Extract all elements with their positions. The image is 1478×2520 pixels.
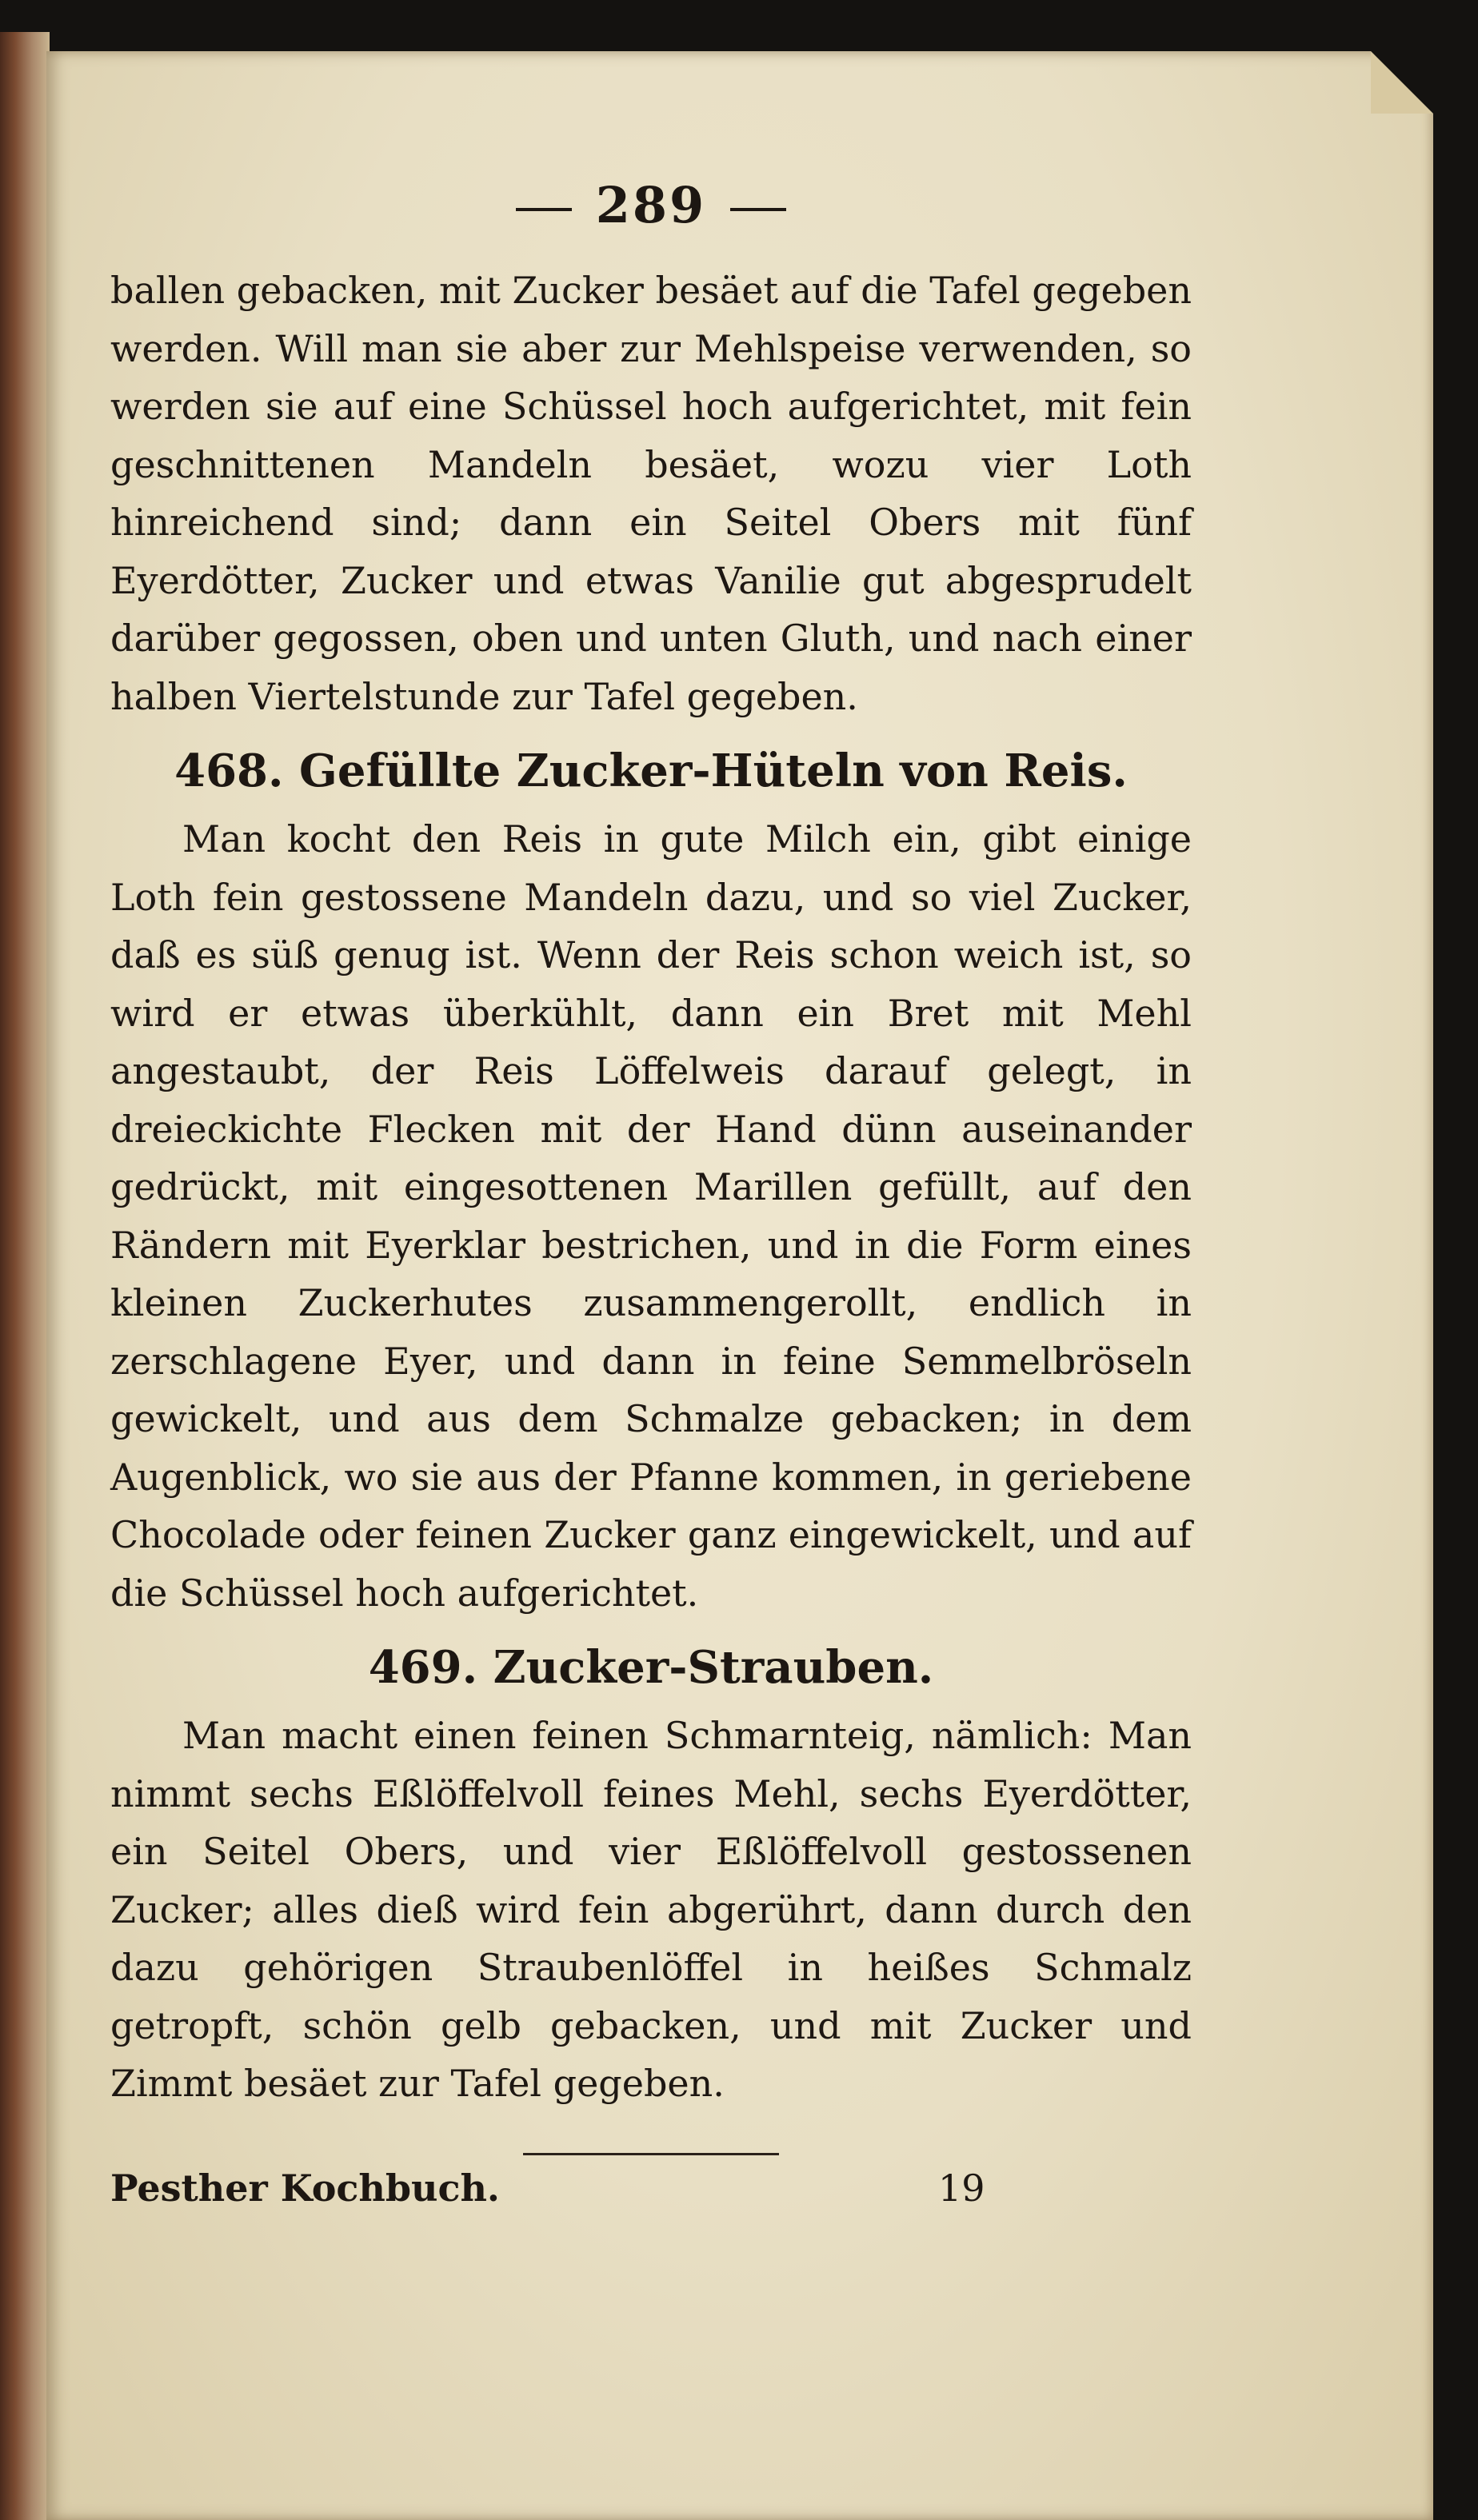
footer-rule [523,2153,779,2155]
recipe-469-text: Man macht einen feinen Schmarnteig, nämlich: Man nimmt sechs Eßlöffelvoll feines Mehl, sechs Eyerdötter, ein Seitel Obers, und vier Eßlöffelvoll gestossenen Zucker; alles dieß wird fein abgerührt, dann durch den dazu gehörigen Straubenlöffel in heißes Schmalz getropft, schön gelb gebacken, und mit Zucker und Zimmt besäet zur Tafel gegeben. [110,1714,1192,2105]
intro-paragraph: ballen gebacken, mit Zucker besäet auf die Tafel gegeben werden. Will man sie aber zur Mehlspeise verwenden, so werden sie auf eine Schüssel hoch aufgerichtet, mit fein geschnittenen Mandeln besäet, wozu vier Loth hinreichend sind; dann ein Seitel Obers mit fünf Eyerdötter, Zucker und etwas Vanilie gut abgesprudelt darüber gegossen, oben und unten Gluth, und nach einer halben Viertelstunde zur Tafel gegeben. [110,269,1192,718]
book-title: Pesther Kochbuch. [110,2166,500,2210]
dash-left [516,208,572,211]
dash-right [730,208,786,211]
page-corner [1371,51,1433,114]
recipe-468-heading: 468. Gefüllte Zucker-Hüteln von Reis. [174,745,1128,797]
book-spine [0,32,50,2520]
signature-mark: 19 [938,2166,985,2210]
recipe-468-text: Man kocht den Reis in gute Milch ein, gibt einige Loth fein gestossene Mandeln dazu, und so viel Zucker, daß es süß genug ist. Wenn der Reis schon weich ist, so wird er etwas überkühlt, dann ein Bret mit Mehl angestaubt, der Reis Löffelweis darauf gelegt, in dreieckichte Flecken mit der Hand dünn auseinander gedrückt, mit eingesottenen Marillen gefüllt, auf den Rändern mit Eyerklar bestrichen, und in die Form eines kleinen Zuckerhutes zusammengerollt, endlich in zerschlagene Eyer, und dann in feine Semmelbröseln gewickelt, und aus dem Schmalze gebacken; in dem Augenblick, wo sie aus der Pfanne kommen, in geriebene Chocolade oder feinen Zucker ganz eingewickelt, und auf die Schüssel hoch aufgerichtet. [110,817,1192,1615]
recipe-469-heading: 469. Zucker-Strauben. [368,1641,934,1694]
page-number: 289 [595,176,707,234]
page-number-line [110,176,1192,234]
page-content [110,176,1192,2230]
page-footer [110,2167,1192,2230]
